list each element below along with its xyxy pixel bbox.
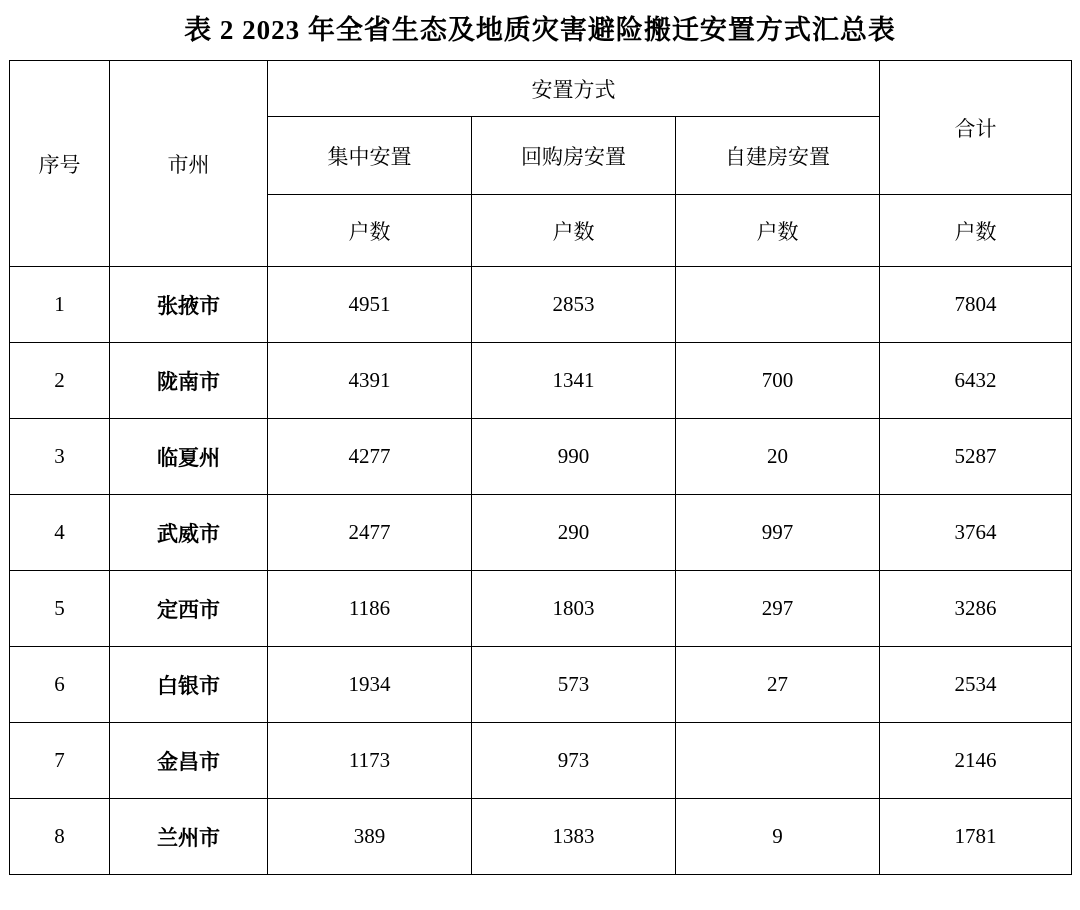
row-city: 白银市 <box>110 647 268 723</box>
header-method-concentrated: 集中安置 <box>268 117 472 195</box>
table-row <box>10 571 1072 647</box>
row-repurchase: 1803 <box>472 571 676 647</box>
row-concentrated: 2477 <box>268 495 472 571</box>
header-unit-concentrated: 户数 <box>268 195 472 267</box>
row-selfbuilt <box>676 723 880 799</box>
table-row <box>10 647 1072 723</box>
row-total: 1781 <box>880 799 1072 875</box>
row-total: 6432 <box>880 343 1072 419</box>
row-selfbuilt: 9 <box>676 799 880 875</box>
row-index: 6 <box>10 647 110 723</box>
row-selfbuilt: 297 <box>676 571 880 647</box>
row-concentrated: 389 <box>268 799 472 875</box>
row-total: 2534 <box>880 647 1072 723</box>
table-row <box>10 343 1072 419</box>
row-index: 1 <box>10 267 110 343</box>
row-repurchase: 1383 <box>472 799 676 875</box>
row-index: 8 <box>10 799 110 875</box>
row-city: 陇南市 <box>110 343 268 419</box>
row-selfbuilt: 27 <box>676 647 880 723</box>
row-city: 张掖市 <box>110 267 268 343</box>
row-repurchase: 973 <box>472 723 676 799</box>
header-unit-repurchase: 户数 <box>472 195 676 267</box>
row-city: 兰州市 <box>110 799 268 875</box>
row-selfbuilt: 700 <box>676 343 880 419</box>
row-repurchase: 990 <box>472 419 676 495</box>
row-index: 5 <box>10 571 110 647</box>
row-total: 3764 <box>880 495 1072 571</box>
row-concentrated: 4277 <box>268 419 472 495</box>
header-index: 序号 <box>10 61 110 267</box>
row-total: 2146 <box>880 723 1072 799</box>
row-index: 7 <box>10 723 110 799</box>
row-city: 临夏州 <box>110 419 268 495</box>
table-row <box>10 419 1072 495</box>
row-concentrated: 4951 <box>268 267 472 343</box>
header-unit-total: 户数 <box>880 195 1072 267</box>
row-repurchase: 573 <box>472 647 676 723</box>
row-index: 3 <box>10 419 110 495</box>
row-city: 武威市 <box>110 495 268 571</box>
row-selfbuilt: 20 <box>676 419 880 495</box>
header-method-repurchase: 回购房安置 <box>472 117 676 195</box>
header-city: 市州 <box>110 61 268 267</box>
header-unit-selfbuilt: 户数 <box>676 195 880 267</box>
table-header-row-1 <box>10 61 1072 117</box>
row-city: 金昌市 <box>110 723 268 799</box>
row-concentrated: 1934 <box>268 647 472 723</box>
resettlement-summary-table <box>9 60 1072 875</box>
row-selfbuilt <box>676 267 880 343</box>
page-title: 表 2 2023 年全省生态及地质灾害避险搬迁安置方式汇总表 <box>184 15 896 45</box>
header-method-group: 安置方式 <box>268 61 880 117</box>
row-total: 7804 <box>880 267 1072 343</box>
row-index: 4 <box>10 495 110 571</box>
header-method-selfbuilt: 自建房安置 <box>676 117 880 195</box>
row-repurchase: 1341 <box>472 343 676 419</box>
table-row <box>10 495 1072 571</box>
row-selfbuilt: 997 <box>676 495 880 571</box>
row-repurchase: 2853 <box>472 267 676 343</box>
row-city: 定西市 <box>110 571 268 647</box>
row-total: 3286 <box>880 571 1072 647</box>
header-total: 合计 <box>880 61 1072 195</box>
row-concentrated: 1173 <box>268 723 472 799</box>
table-row <box>10 267 1072 343</box>
table-row <box>10 799 1072 875</box>
row-index: 2 <box>10 343 110 419</box>
row-concentrated: 1186 <box>268 571 472 647</box>
row-concentrated: 4391 <box>268 343 472 419</box>
row-repurchase: 290 <box>472 495 676 571</box>
row-total: 5287 <box>880 419 1072 495</box>
table-row <box>10 723 1072 799</box>
